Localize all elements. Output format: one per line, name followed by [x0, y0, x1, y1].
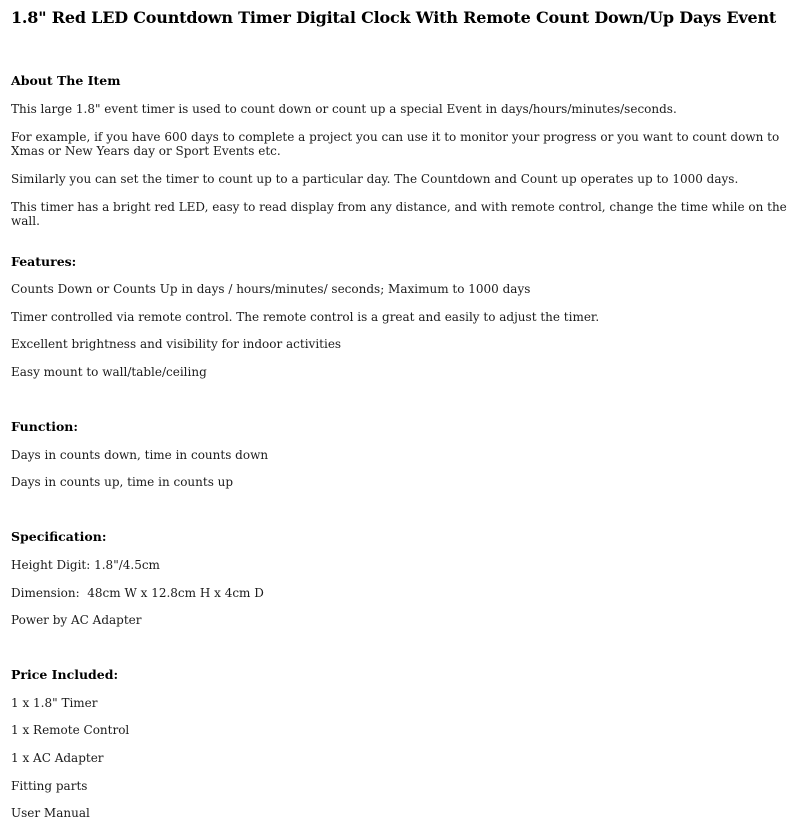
included-item: Fitting parts — [11, 779, 88, 793]
about-paragraph: This timer has a bright red LED, easy to read display from any distance, and with remote control, change the time while on the wall. — [11, 200, 787, 228]
page-title: 1.8" Red LED Countdown Timer Digital Clock With Remote Count Down/Up Days Event — [11, 8, 777, 27]
function-heading: Function: — [11, 419, 79, 434]
price-included-heading: Price Included: — [11, 667, 119, 682]
specification-heading: Specification: — [11, 529, 107, 544]
feature-item: Timer controlled via remote control. The remote control is a great and easily to adjust the timer. — [11, 310, 600, 324]
specification-item: Power by AC Adapter — [11, 613, 142, 627]
about-paragraph: This large 1.8" event timer is used to count down or count up a special Event in days/hours/minutes/seconds. — [11, 102, 677, 116]
included-item: 1 x Remote Control — [11, 723, 130, 737]
about-paragraph: For example, if you have 600 days to complete a project you can use it to monitor your progress or you want to count down to Xmas or New Years day or Sport Events etc. — [11, 130, 780, 158]
about-heading: About The Item — [11, 73, 121, 88]
feature-item: Excellent brightness and visibility for indoor activities — [11, 337, 342, 351]
function-item: Days in counts up, time in counts up — [11, 475, 234, 489]
features-heading: Features: — [11, 254, 77, 269]
specification-item: Dimension: 48cm W x 12.8cm H x 4cm D — [11, 586, 264, 600]
function-item: Days in counts down, time in counts down — [11, 448, 269, 462]
included-item: User Manual — [11, 806, 90, 820]
feature-item: Counts Down or Counts Up in days / hours/minutes/ seconds; Maximum to 1000 days — [11, 282, 531, 296]
included-item: 1 x AC Adapter — [11, 751, 104, 765]
about-paragraph: Similarly you can set the timer to count up to a particular day. The Countdown and Count up operates up to 1000 days. — [11, 172, 739, 186]
specification-item: Height Digit: 1.8"/4.5cm — [11, 558, 160, 572]
included-item: 1 x 1.8" Timer — [11, 696, 98, 710]
feature-item: Easy mount to wall/table/ceiling — [11, 365, 207, 379]
